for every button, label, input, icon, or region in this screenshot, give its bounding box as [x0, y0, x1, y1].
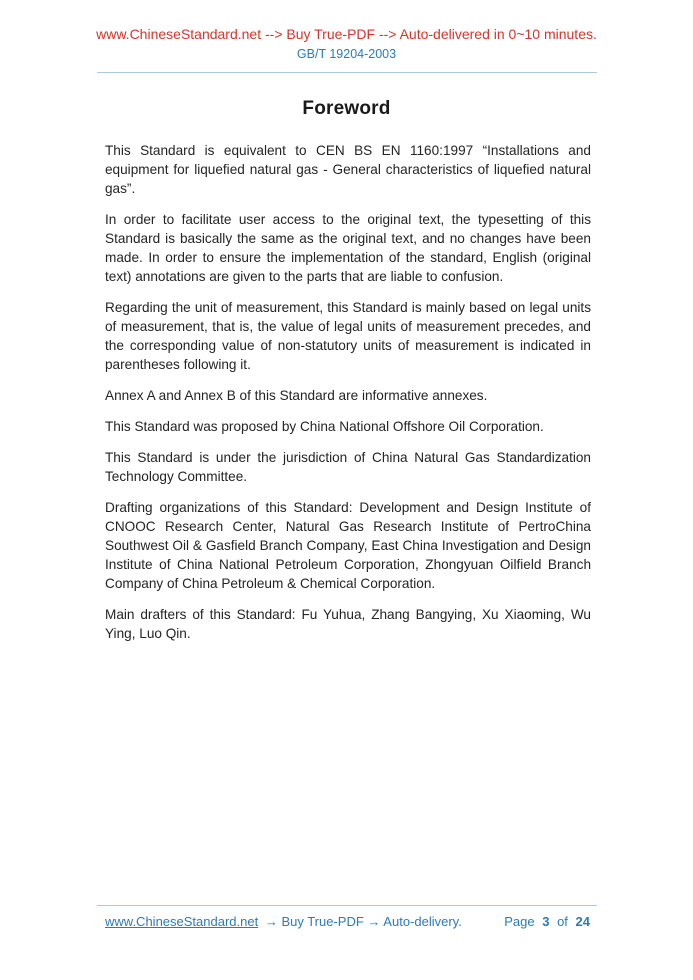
paragraph-drafting-orgs: Drafting organizations of this Standard: Development and Design Institute of CNOOC Research Center, Natural Gas Research Institute of PertroChina Southwest Oil & Gasfield Branch Company, East China Investigation and Design Institute of China National Petroleum Corporation, Zhongyuan Oilfield Branch Company of China Petroleum & Chemical Corporation.	[105, 500, 591, 591]
paragraph-main-drafters: Main drafters of this Standard: Fu Yuhua, Zhang Bangying, Xu Xiaoming, Wu Ying, Luo Qin.	[105, 607, 591, 641]
footer-tagline	[105, 914, 462, 930]
paragraph-annexes: Annex A and Annex B of this Standard are informative annexes.	[105, 388, 488, 403]
footer-divider	[97, 905, 597, 906]
document-body	[105, 141, 591, 643]
paragraph-equivalence: This Standard is equivalent to CEN BS EN 1160:1997 “Installations and equipment for liquefied natural gas - General characteristics of liquefied natural gas”.	[105, 143, 591, 196]
footer-site-link[interactable]: www.ChineseStandard.net	[105, 914, 259, 929]
page-label: Page	[504, 914, 535, 929]
paragraph-units: Regarding the unit of measurement, this Standard is mainly based on legal units of measurement, that is, the value of legal units of measurement precedes, and the corresponding value of non-statutory units of measurement is indicated in parentheses following it.	[105, 300, 591, 372]
page-title: Foreword	[302, 98, 391, 119]
page-current: 3	[542, 914, 550, 929]
of-label: of	[557, 914, 568, 929]
page-footer	[0, 905, 693, 930]
paragraph-proposed-by: This Standard was proposed by China National Offshore Oil Corporation.	[105, 419, 544, 434]
paragraph-jurisdiction: This Standard is under the jurisdiction of China Natural Gas Standardization Technology Committee.	[105, 450, 591, 484]
paragraph-typesetting: In order to facilitate user access to the original text, the typesetting of this Standard is basically the same as the original text, and no changes have been made. In order to ensure the implementation of the standard, English (original text) annotations are given to the parts that are liable to confusion.	[105, 212, 591, 284]
page-indicator	[504, 914, 590, 930]
page-total: 24	[575, 914, 590, 929]
header-divider	[97, 72, 597, 73]
promo-banner: www.ChineseStandard.net --> Buy True-PDF --> Auto-delivered in 0~10 minutes.	[96, 26, 597, 42]
doc-number: GB/T 19204-2003	[296, 47, 397, 61]
footer-tagline-text: → Buy True-PDF → Auto-delivery.	[264, 914, 462, 929]
